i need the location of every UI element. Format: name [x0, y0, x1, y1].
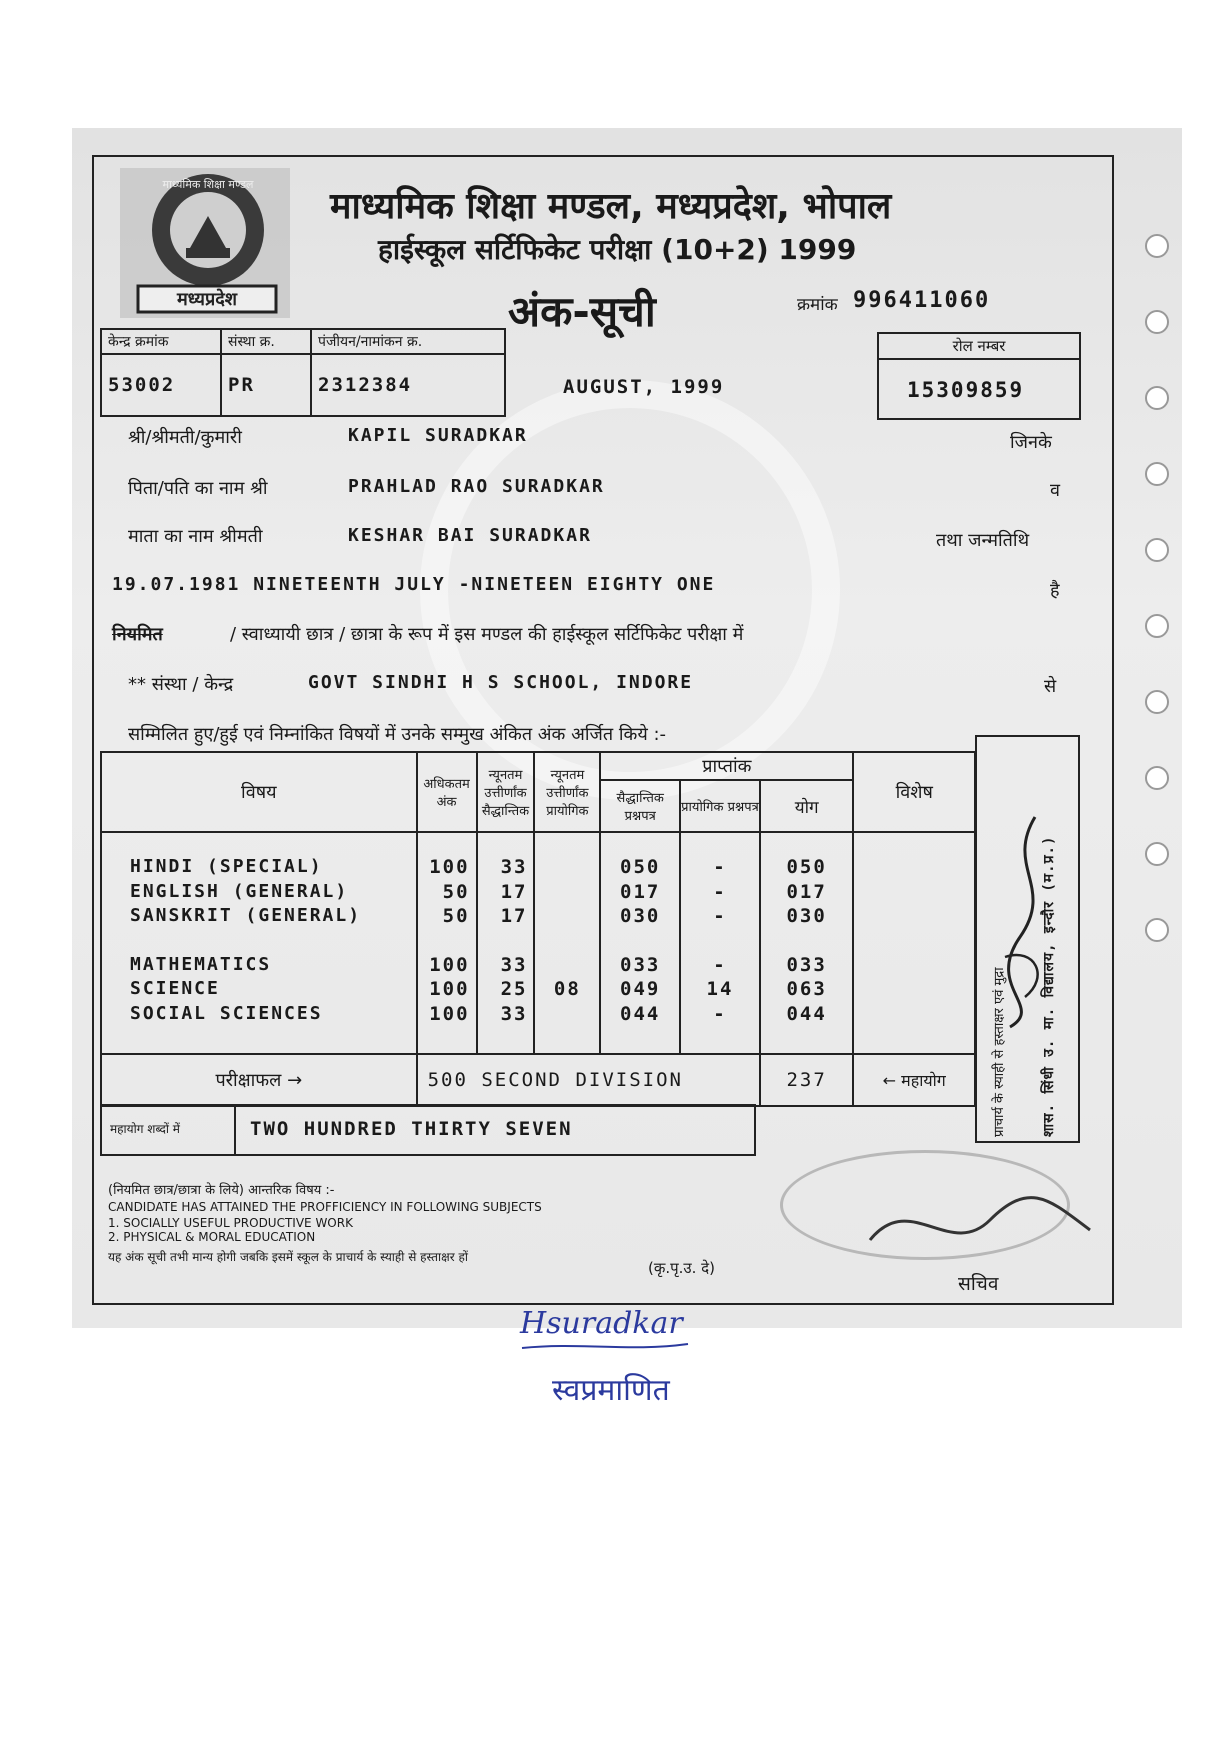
- board-title: माध्यमिक शिक्षा मण्डल, मध्यप्रदेश, भोपाल: [330, 186, 892, 227]
- subject-name: HINDI (SPECIAL): [130, 856, 323, 877]
- please-turn-over: (कृ.पृ.उ. दे): [648, 1259, 716, 1277]
- header-min-theory: न्यूनतम उत्तीर्णांक सैद्धान्तिक: [477, 752, 535, 832]
- roll-number-value: 15309859: [907, 378, 1025, 402]
- internal-subjects-label: (नियमित छात्र/छात्रा के लिये) आन्तरिक विषय :-: [108, 1183, 335, 1198]
- total-in-words-label: महायोग शब्दों में: [102, 1106, 236, 1154]
- min-practical-marks: 08: [553, 978, 581, 1000]
- secretary-signature-icon: [860, 1180, 1100, 1270]
- mother-label: माता का नाम श्रीमती: [128, 526, 263, 547]
- min-theory-marks: 17: [500, 905, 528, 927]
- header-practical-paper: प्रायोगिक प्रश्नपत्र: [680, 780, 760, 832]
- min-theory-marks: 33: [500, 953, 528, 976]
- emblem-ring-text: माध्यमिक शिक्षा मण्डल: [162, 178, 254, 191]
- exam-title: हाईस्कूल सर्टिफिकेट परीक्षा (10+2) 1999: [378, 233, 857, 266]
- institution-code-label: संस्था क्र.: [221, 329, 311, 354]
- principal-seal-strip: [975, 735, 1080, 1143]
- min-practical-marks: [535, 904, 599, 929]
- grand-total-label-text: महायोग: [901, 1071, 946, 1090]
- header-theory-paper: सैद्धान्तिक प्रश्नपत्र: [600, 780, 680, 832]
- practical-marks: 14: [706, 978, 734, 1000]
- header-subject: विषय: [101, 752, 417, 832]
- registration-value: 2312384: [311, 354, 505, 416]
- registration-label: पंजीयन/नामांकन क्र.: [311, 329, 505, 354]
- result-value: 500 SECOND DIVISION: [417, 1054, 760, 1106]
- student-name: KAPIL SURADKAR: [348, 425, 528, 446]
- max-marks: 50: [442, 905, 470, 927]
- punch-hole: [1145, 310, 1169, 334]
- total-marks-column: [760, 832, 854, 1054]
- total-marks: 050: [786, 856, 827, 878]
- self-attested-text: स्वप्रमाणित: [552, 1373, 670, 1408]
- school-prefix: ** संस्था / केन्द्र: [128, 674, 234, 695]
- theory-marks-column: [600, 832, 680, 1054]
- practical-marks: -: [713, 953, 727, 976]
- punch-hole: [1145, 918, 1169, 942]
- subject-name: SOCIAL SCIENCES: [130, 1002, 323, 1024]
- institution-code-value: PR: [221, 354, 311, 416]
- min-practical-column: [534, 832, 600, 1054]
- private-student-line: / स्वाध्यायी छात्र / छात्रा के रूप में इस मण्डल की हाईस्कूल सर्टिफिकेट परीक्षा में: [230, 624, 744, 645]
- practical-marks: -: [713, 880, 727, 903]
- emblem-state-text: मध्यप्रदेश: [176, 289, 238, 310]
- proficiency-item-1: 1. SOCIALLY USEFUL PRODUCTIVE WORK: [108, 1216, 353, 1230]
- min-theory-column: [477, 832, 535, 1054]
- theory-marks: 044: [620, 1002, 661, 1025]
- secretary-label: सचिव: [958, 1273, 999, 1295]
- practical-marks: -: [713, 1002, 727, 1025]
- theory-marks: 030: [620, 905, 661, 927]
- punch-hole: [1145, 766, 1169, 790]
- left-arrow-icon: ←: [882, 1071, 897, 1090]
- attestation-signature: Hsuradkar: [520, 1306, 683, 1341]
- grand-total: 237: [760, 1054, 854, 1106]
- principal-signature-note: प्राचार्य के स्याही से हस्ताक्षर एवं मुद्रा: [992, 967, 1007, 1137]
- total-marks: 033: [786, 953, 827, 976]
- punch-hole: [1145, 690, 1169, 714]
- punch-hole: [1145, 386, 1169, 410]
- total-marks: 030: [786, 905, 827, 927]
- min-practical-marks: [535, 953, 599, 978]
- board-emblem-logo: [120, 168, 290, 318]
- theory-marks: 017: [620, 880, 661, 903]
- header-min-practical: न्यूनतम उत्तीर्णांक प्रायोगिक: [534, 752, 600, 832]
- principal-signature-icon: [995, 807, 1065, 1037]
- practical-marks: -: [713, 905, 727, 927]
- signature-underline: [520, 1340, 690, 1354]
- min-practical-marks: [535, 880, 599, 905]
- proficiency-statement: CANDIDATE HAS ATTAINED THE PROFFICIENCY IN FOLLOWING SUBJECTS: [108, 1200, 542, 1214]
- min-theory-marks: 17: [500, 880, 528, 903]
- punch-hole: [1145, 538, 1169, 562]
- practical-marks-column: [680, 832, 760, 1054]
- min-theory-marks: 25: [500, 978, 528, 1000]
- min-theory-marks: 33: [500, 856, 528, 878]
- punch-hole: [1145, 462, 1169, 486]
- centre-code-label: केन्द्र क्रमांक: [101, 329, 221, 354]
- header-obtained: प्राप्तांक: [600, 752, 853, 780]
- name-label: श्री/श्रीमती/कुमारी: [128, 427, 242, 448]
- father-label: पिता/पति का नाम श्री: [128, 478, 268, 499]
- max-marks: 100: [429, 1002, 470, 1025]
- regular-struck-text: नियमित: [112, 624, 163, 645]
- school-suffix: से: [1044, 676, 1057, 697]
- theory-marks: 033: [620, 953, 661, 976]
- total-in-words-value: TWO HUNDRED THIRTY SEVEN: [250, 1118, 573, 1140]
- punch-hole: [1145, 614, 1169, 638]
- date-of-birth: 19.07.1981 NINETEENTH JULY -NINETEEN EIGHTY ONE: [112, 574, 716, 595]
- theory-marks: 050: [620, 856, 661, 878]
- appeared-line: सम्मिलित हुए/हुई एवं निम्नांकित विषयों में उनके सम्मुख अंकित अंक अर्जित किये :-: [128, 724, 667, 745]
- serial-label: क्रमांक: [797, 295, 838, 315]
- max-marks: 50: [442, 880, 470, 903]
- subjects-column: [101, 832, 417, 1054]
- document-title: अंक-सूची: [508, 287, 656, 336]
- header-max-marks: अधिकतम अंक: [417, 752, 477, 832]
- header-total: योग: [760, 780, 854, 832]
- marks-table: [100, 751, 976, 1107]
- total-marks: 063: [786, 978, 827, 1000]
- registration-table: [100, 328, 506, 417]
- roll-number-box: [877, 332, 1081, 420]
- result-label: परीक्षाफल →: [101, 1054, 417, 1106]
- total-marks: 044: [786, 1002, 827, 1025]
- min-practical-marks: [535, 1002, 599, 1027]
- total-marks: 017: [786, 880, 827, 903]
- practical-marks: -: [713, 856, 727, 878]
- punch-hole: [1145, 234, 1169, 258]
- max-marks-column: [417, 832, 477, 1054]
- school-name: GOVT SINDHI H S SCHOOL, INDORE: [308, 672, 694, 693]
- subject-name: MATHEMATICS: [130, 953, 272, 975]
- grand-total-label: [853, 1054, 975, 1106]
- father-suffix: व: [1050, 480, 1061, 501]
- subject-name: SANSKRIT (GENERAL): [130, 905, 362, 926]
- validity-note: यह अंक सूची तभी मान्य होगी जबकि इसमें स्कूल के प्राचार्य के स्याही से हस्ताक्षर हों: [108, 1250, 468, 1264]
- subject-name: SCIENCE: [130, 978, 220, 999]
- special-column: [853, 832, 975, 1054]
- punch-hole: [1145, 842, 1169, 866]
- subject-name: ENGLISH (GENERAL): [130, 880, 349, 902]
- max-marks: 100: [429, 856, 470, 878]
- dob-suffix: है: [1050, 580, 1060, 601]
- proficiency-item-2: 2. PHYSICAL & MORAL EDUCATION: [108, 1230, 316, 1244]
- exam-month: AUGUST, 1999: [563, 376, 725, 398]
- max-marks: 100: [429, 978, 470, 1000]
- centre-code-value: 53002: [101, 354, 221, 416]
- roll-number-label: रोल नम्बर: [879, 334, 1079, 360]
- min-theory-marks: 33: [500, 1002, 528, 1025]
- serial-number: 996411060: [853, 288, 991, 313]
- header-special: विशेष: [853, 752, 975, 832]
- theory-marks: 049: [620, 978, 661, 1000]
- max-marks: 100: [429, 953, 470, 976]
- mother-name: KESHAR BAI SURADKAR: [348, 525, 592, 546]
- mother-suffix: तथा जन्मतिथि: [936, 530, 1030, 551]
- name-suffix: जिनके: [1010, 432, 1052, 453]
- school-seal-text: शास. सिंधी उ. मा. विद्यालय, इन्दौर (म.प्र.): [1041, 835, 1057, 1137]
- father-name: PRAHLAD RAO SURADKAR: [348, 476, 605, 497]
- min-practical-marks: [535, 855, 599, 880]
- total-in-words-box: [100, 1104, 756, 1156]
